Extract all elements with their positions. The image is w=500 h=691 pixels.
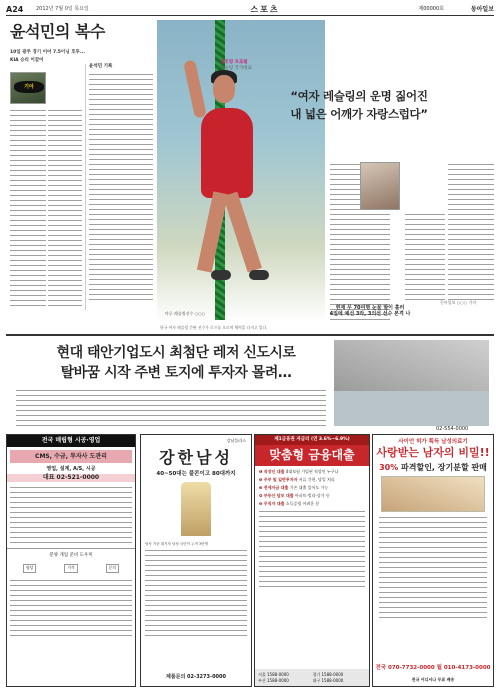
loan-item bbox=[259, 469, 365, 474]
cms-banner: CMS, 수금, 투자사 도관리 bbox=[10, 450, 132, 464]
arm bbox=[183, 59, 207, 118]
article-body-col-2 bbox=[48, 108, 82, 308]
loan-item-text: 4대보험 가입된 직장인 누구나 bbox=[285, 468, 339, 474]
classified-tags bbox=[7, 562, 135, 575]
ad-title: 강한남성 bbox=[159, 448, 233, 467]
ad-headline bbox=[26, 343, 326, 384]
loan-item-text: 소득증빙 어려운 분 bbox=[285, 500, 320, 506]
loan-item-text: 기존 대출 있어도 가능 bbox=[289, 484, 329, 490]
ad-line-1: 현대 태안기업도시 최첨단 레저 신도시로 bbox=[56, 345, 296, 361]
article-body-col-1 bbox=[10, 108, 46, 308]
loan-item-text: 서류 간편, 당일 처리 bbox=[298, 476, 335, 482]
classified-line: 영업, 설계, A/S, 시공 bbox=[46, 466, 96, 472]
section-title: 스포츠 bbox=[250, 4, 280, 14]
pull-line-1: 현재 무 70여명 눈물 발이 흘러 bbox=[335, 305, 405, 311]
pull-line-2: 4일에 예선 3라, 3의선 선수 본격 나 bbox=[329, 311, 411, 318]
page-number: A24 bbox=[6, 4, 24, 14]
team-photo bbox=[10, 72, 46, 104]
ad-info: 당사 기준 대기자 남성 국민이 누적 3만명 bbox=[145, 541, 208, 546]
head bbox=[213, 75, 235, 103]
lede-line-2: KIA 승리 이끌어 bbox=[10, 57, 44, 63]
loan-item bbox=[259, 493, 365, 498]
ad-tagline: 40~50대는 풀콘이고 80대까지 bbox=[156, 471, 236, 477]
classified-body bbox=[10, 485, 132, 545]
ad-phone: 02-554-0000 bbox=[436, 426, 469, 432]
ad-line-2: 탈바꿈 시작 주변 토지에 투자자 몰려… bbox=[60, 365, 292, 382]
discount-percent: 30% bbox=[379, 462, 399, 472]
ad-discount bbox=[373, 463, 493, 473]
medical-device-ad[interactable] bbox=[372, 434, 494, 687]
team-logo: 기아 bbox=[14, 81, 44, 93]
singlet bbox=[201, 108, 253, 198]
discount-text: 파격할인, 장기분할 판매 bbox=[398, 462, 487, 472]
leg-right bbox=[223, 192, 262, 273]
stats-body bbox=[89, 72, 153, 302]
loan-phones bbox=[255, 669, 369, 686]
shoe-left bbox=[211, 270, 231, 280]
photo-note: 한국 여자 레슬링 간판 선수가 로프를 오르며 체력을 다지고 있다. bbox=[160, 325, 268, 330]
body-text bbox=[448, 162, 494, 300]
article-lede bbox=[10, 50, 85, 65]
classified-body-2 bbox=[10, 578, 132, 638]
loan-title: 맞춤형 금융대출 bbox=[255, 445, 369, 466]
portrait-photo bbox=[360, 162, 400, 210]
loan-item-head: ❷ 주부 및 일반투자자 bbox=[259, 476, 298, 482]
tag: 문의 bbox=[106, 564, 119, 573]
loan-body bbox=[259, 509, 365, 589]
ad-body bbox=[16, 388, 326, 428]
loan-item bbox=[259, 477, 365, 482]
classified-phone: 대표 02-521-0000 bbox=[7, 474, 135, 482]
quote-line-2: 내 넓은 어깨가 자랑스럽다” bbox=[290, 106, 428, 121]
bubble-top: 김호영 프로필 bbox=[220, 60, 248, 65]
stats-table bbox=[85, 64, 153, 310]
profile-bubble bbox=[220, 60, 280, 76]
shoe-right bbox=[249, 270, 269, 280]
photo-pull bbox=[315, 305, 425, 318]
tag: 가격 bbox=[64, 564, 77, 573]
photo-caption: 마루 레슬링선수 ○○○ bbox=[165, 311, 206, 316]
real-estate-ad[interactable] bbox=[6, 334, 494, 432]
loan-phone: 대구 1588-0000 bbox=[312, 678, 344, 683]
classified-section-2: 분양 개업 준비 도우미 bbox=[7, 548, 135, 563]
issue-date: 2012년 7월 0일 목요일 bbox=[36, 6, 89, 13]
issue-number: 제00000호 bbox=[418, 6, 444, 13]
ad-phone: 제품문의 02-3273-0000 bbox=[165, 673, 226, 680]
loan-phone: 경기 1588-0000 bbox=[312, 672, 344, 677]
loan-ad[interactable] bbox=[254, 434, 370, 687]
paper-name: 동아일보 bbox=[470, 5, 494, 13]
ad-water bbox=[334, 391, 489, 426]
stats-title: 윤석민 기록 bbox=[89, 64, 113, 69]
loan-item-text: 아파트·빌라·상가 등 bbox=[294, 492, 330, 498]
product-photo bbox=[181, 482, 211, 536]
body-text bbox=[48, 108, 82, 308]
loan-list bbox=[255, 466, 369, 595]
loan-rate: 제1금융권 자금리 (연 3.6%~6.9%) bbox=[255, 435, 369, 445]
loan-phone: 부산 1588-0000 bbox=[258, 678, 289, 683]
loan-phone: 서울 1588-0000 bbox=[258, 672, 289, 677]
ad-phone: 전국 070-7732-0000 월 010-4173-0000 bbox=[375, 665, 491, 672]
photo-credit: 동아일보 ○○○ 기자 bbox=[440, 300, 477, 305]
ad-body bbox=[145, 548, 247, 638]
classified-header: 전국 매립형 시공·영업 bbox=[7, 435, 135, 447]
classified-ads[interactable] bbox=[6, 434, 136, 687]
bubble-sub: 레슬링 국가대표 bbox=[220, 65, 252, 71]
body-text bbox=[10, 108, 46, 308]
body-text bbox=[405, 212, 445, 302]
loan-item-head: ❹ 부동산 담보 대출 bbox=[259, 492, 294, 498]
article-headline: 윤석민의 복수 bbox=[10, 22, 105, 41]
article-body-col-4 bbox=[405, 212, 445, 302]
quote-line-1: “여자 레슬링의 운명 짊어진 bbox=[290, 89, 428, 103]
product-photo bbox=[381, 476, 485, 512]
ad-brand: 강남플라스 bbox=[226, 438, 246, 443]
pull-quote bbox=[258, 88, 460, 124]
ad-title: 사랑받는 남자의 비밀!! bbox=[376, 445, 490, 459]
masthead bbox=[6, 4, 494, 16]
ad-kicker: 사이언 허가 획득 남성의료기 bbox=[398, 439, 468, 445]
loan-item-head: ❶ 직장인 대출 bbox=[259, 468, 285, 474]
loan-item bbox=[259, 501, 365, 506]
loan-item bbox=[259, 485, 365, 490]
article-body-col-5 bbox=[448, 162, 494, 300]
loan-item-head: ❸ 전세자금 대출 bbox=[259, 484, 289, 490]
tag: 평당 bbox=[23, 564, 36, 573]
ad-photo bbox=[334, 340, 489, 426]
loan-item-head: ❺ 무직자 대출 bbox=[259, 500, 285, 506]
ad-footer: 전국 어디서나 무료 배송 bbox=[411, 677, 455, 682]
lede-line-1: 10일 광주 경기 이어 7.5이닝 호투... bbox=[10, 50, 86, 55]
ad-body bbox=[379, 515, 487, 620]
health-ad[interactable] bbox=[140, 434, 252, 687]
